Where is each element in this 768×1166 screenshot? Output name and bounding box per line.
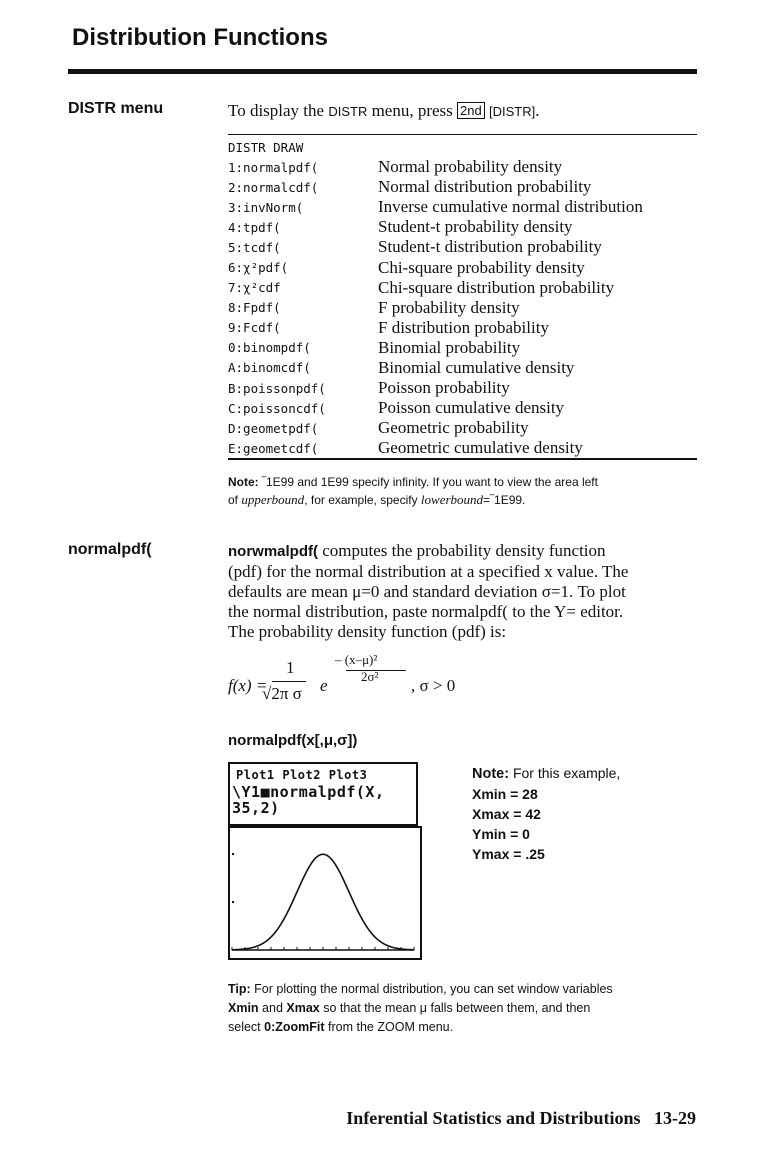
menu-item: [228, 197, 697, 217]
menu-item: [228, 318, 697, 338]
menu-bottom-rule: [228, 458, 697, 460]
y-editor-screen: [228, 762, 418, 826]
menu-item-description: Normal probability density: [378, 157, 563, 177]
page-title: Distribution Functions: [72, 24, 328, 51]
distr-menu-name: DISTR: [328, 104, 368, 119]
normalpdf-label: normalpdf(: [68, 541, 152, 558]
pdf-formula: [228, 652, 528, 712]
key-distr: [DISTR]: [489, 104, 536, 119]
menu-item: [228, 398, 697, 418]
curve-point: [309, 865, 310, 866]
menu-item-description: Chi-square distribution probability: [378, 277, 615, 297]
curve-point: [361, 918, 362, 919]
menu-item-description: Student-t probability density: [378, 217, 573, 237]
paragraph-command: norwmalpdf(: [228, 543, 318, 560]
menu-item-description: Inverse cumulative normal distribution: [378, 197, 643, 217]
paragraph-line: the normal distribution, paste normalpdf( to the Y= editor.: [228, 602, 624, 621]
menu-item-command: E:geometcdf(: [228, 440, 319, 456]
curve-point: [413, 949, 414, 950]
menu-item-description: Chi-square probability density: [378, 257, 585, 277]
menu-item-command: B:poissonpdf(: [228, 380, 326, 396]
menu-item: [228, 358, 697, 378]
formula-fraction-bar: [272, 681, 306, 682]
tip: Tip: For plotting the normal distribution, you can set window variables Xmin and Xmax so that the mean μ falls between them, and then select 0:ZoomFit from the ZOOM menu.: [228, 982, 613, 1034]
menu-item-command: C:poissoncdf(: [228, 400, 326, 416]
window-variable: Ymax = .25: [472, 846, 545, 862]
screen-plot-line: Plot1 Plot2 Plot3: [236, 768, 368, 782]
formula-lhs: f(x) =: [228, 676, 268, 695]
normalpdf-syntax: normalpdf(x[,μ,σ]): [228, 732, 358, 749]
paragraph-line: defaults are mean μ=0 and standard deviation σ=1. To plot: [228, 582, 626, 601]
distr-note: Note: ‾1E99 and 1E99 specify infinity. If you want to view the area left of upperbound, for example, specify lowerbound=‾1E99.: [228, 475, 598, 507]
menu-item-command: 5:tcdf(: [228, 239, 281, 255]
formula-exp-numerator: – (x–μ)²: [335, 652, 378, 667]
menu-item-command: 3:invNorm(: [228, 199, 304, 215]
menu-item: [228, 338, 697, 358]
menu-item: [228, 257, 697, 277]
menu-item-description: Geometric probability: [378, 418, 529, 438]
distr-menu-table: [228, 134, 697, 460]
curve-point: [335, 865, 336, 866]
menu-item-command: 9:Fcdf(: [228, 320, 281, 336]
paragraph-line: norwmalpdf( computes the probability density function: [228, 541, 606, 560]
curve-point: [231, 949, 232, 950]
menu-item: [228, 278, 697, 298]
curve-point: [296, 891, 297, 892]
paragraph-line: (pdf) for the normal distribution at a specified x value. The: [228, 562, 629, 581]
menu-item-description: Geometric cumulative density: [378, 438, 583, 458]
menu-item-command: 4:tpdf(: [228, 219, 281, 235]
key-2nd: 2nd: [457, 102, 485, 119]
page-footer: [346, 1108, 696, 1129]
menu-item-description: Binomial cumulative density: [378, 357, 575, 377]
curve-point: [283, 918, 284, 919]
formula-e: e: [320, 676, 328, 695]
curve-point: [374, 936, 375, 937]
menu-item-description: Poisson cumulative density: [378, 398, 565, 418]
curve-point: [348, 891, 349, 892]
curve-point: [270, 936, 271, 937]
screen-y1-line: \Y1■normalpdf(X,: [232, 783, 385, 801]
menu-item-command: A:binomcdf(: [228, 360, 311, 376]
screen-args-line: 35,2): [232, 799, 280, 817]
menu-item: [228, 298, 697, 318]
menu-rows: [228, 157, 697, 458]
menu-item: [228, 177, 697, 197]
menu-item-description: F probability density: [378, 297, 520, 317]
distr-menu-label: DISTR menu: [68, 100, 164, 117]
graph-screen: [228, 826, 422, 960]
menu-item-command: 1:normalpdf(: [228, 159, 319, 175]
formula-numerator: 1: [286, 658, 295, 677]
formula-condition: , σ > 0: [411, 676, 456, 695]
normal-curve-line: [232, 854, 414, 950]
menu-item: [228, 217, 697, 237]
curve-point: [387, 945, 388, 946]
curve-point: [322, 854, 323, 855]
page-number: 13-29: [654, 1108, 696, 1128]
window-variable: Xmax = 42: [472, 806, 541, 822]
distr-intro: To display the DISTR menu, press 2nd [DISTR].: [228, 101, 540, 120]
formula-exp-denominator: 2σ²: [361, 669, 379, 684]
menu-item-command: 0:binompdf(: [228, 340, 311, 356]
y-tick: [232, 853, 234, 855]
footer-chapter-title: Inferential Statistics and Distributions: [346, 1108, 641, 1128]
menu-item: [228, 157, 697, 177]
window-variable: Ymin = 0: [472, 826, 530, 842]
menu-tabs: DISTR DRAW: [228, 140, 304, 155]
menu-item-description: Binomial probability: [378, 337, 521, 357]
curve-point: [400, 948, 401, 949]
title-rule: [68, 69, 697, 74]
y-tick: [232, 901, 234, 903]
normal-curve-chart: [230, 828, 420, 958]
window-variable: Xmin = 28: [472, 786, 538, 802]
menu-item-command: 2:normalcdf(: [228, 179, 319, 195]
menu-item-command: 8:Fpdf(: [228, 300, 281, 316]
menu-item-command: 6:χ²pdf(: [228, 260, 289, 276]
formula-denominator: √2π σ: [262, 684, 302, 703]
curve-point: [257, 945, 258, 946]
menu-item: [228, 418, 697, 438]
menu-item-command: 7:χ²cdf: [228, 280, 281, 296]
paragraph-line: The probability density function (pdf) is:: [228, 622, 507, 641]
menu-item-command: D:geometpdf(: [228, 420, 319, 436]
menu-item: [228, 378, 697, 398]
window-note: Note: For this example, Xmin = 28 Xmax = 42 Ymin = 0 Ymax = .25: [472, 765, 621, 862]
normalpdf-paragraph: [228, 541, 698, 642]
menu-item-description: Normal distribution probability: [378, 177, 592, 197]
menu-item-description: Poisson probability: [378, 378, 510, 398]
menu-item-description: F distribution probability: [378, 317, 549, 337]
curve-point: [244, 948, 245, 949]
menu-item-description: Student-t distribution probability: [378, 237, 602, 257]
menu-item: [228, 237, 697, 257]
menu-item: [228, 438, 697, 458]
